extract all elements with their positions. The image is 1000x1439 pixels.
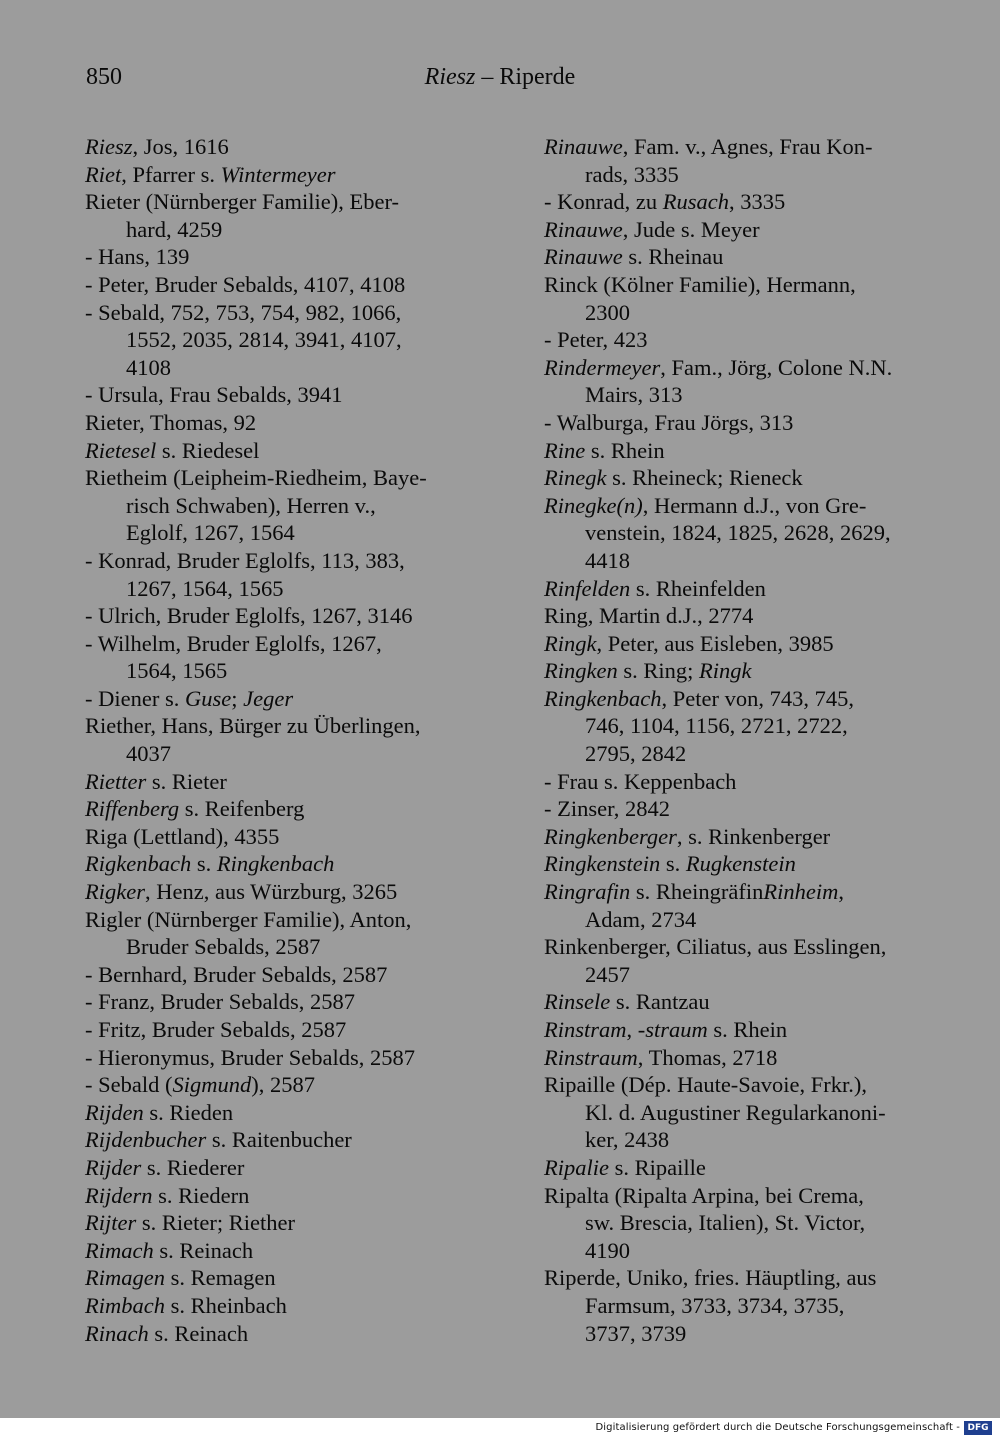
index-entry xyxy=(544,1154,918,1182)
entry-text: s. Rantzau xyxy=(610,989,710,1015)
entry-text: s. Rieter; Riether xyxy=(136,1210,295,1236)
index-entry xyxy=(85,823,459,851)
index-entry xyxy=(85,768,459,796)
index-entry xyxy=(544,188,918,216)
entry-text: s. Reinach xyxy=(153,1237,254,1263)
entry-text: - Franz, Bruder Sebalds, 2587 xyxy=(85,989,355,1015)
entry-text: s. Remagen xyxy=(164,1265,276,1291)
entry-text: s. Rhein xyxy=(585,437,665,463)
entry-headword: Rijdenbucher xyxy=(85,1127,207,1153)
entry-text: Rieter (Nürnberger Familie), Eber- hard, 4259 xyxy=(85,189,400,242)
entry-headword: Rietesel xyxy=(85,437,157,463)
entry-headword: Rinegk xyxy=(544,465,607,491)
entry-text: s. xyxy=(191,851,217,877)
index-entry xyxy=(544,768,918,796)
entry-headword: Rine xyxy=(544,437,586,463)
index-entry xyxy=(544,437,918,465)
entry-text: s. Rieden xyxy=(143,1099,234,1125)
index-entry xyxy=(85,409,459,437)
index-entry xyxy=(85,243,459,271)
entry-text: ; xyxy=(231,685,244,711)
entry-headword: Rigkenbach xyxy=(85,851,192,877)
index-entry xyxy=(544,354,918,409)
index-entry xyxy=(85,1292,459,1320)
index-entry xyxy=(85,271,459,299)
dfg-logo: DFG xyxy=(964,1421,992,1435)
entry-reference: Rugkenstein xyxy=(685,851,796,877)
index-entry xyxy=(85,850,459,878)
entry-text: s. Riedern xyxy=(152,1182,250,1208)
entry-text: Riga (Lettland), 4355 xyxy=(85,823,280,849)
index-entry xyxy=(85,1154,459,1182)
index-entry xyxy=(544,271,918,326)
entry-text: s. Rheinau xyxy=(622,244,724,270)
index-entry xyxy=(85,1237,459,1265)
entry-reference: Rinheim xyxy=(763,879,839,905)
entry-headword: Ringk xyxy=(544,630,597,656)
index-entry xyxy=(544,133,918,188)
entry-headword: Rimach xyxy=(85,1237,154,1263)
index-entry xyxy=(85,464,459,547)
entry-text: , Fam. v., Agnes, Frau Kon- rads, 3335 xyxy=(585,134,873,187)
entry-reference: Sigmund xyxy=(172,1072,252,1098)
entry-headword: Ripalie xyxy=(544,1154,609,1180)
index-entry xyxy=(544,657,918,685)
entry-reference: Jeger xyxy=(243,685,294,711)
running-head-rest: – Riperde xyxy=(475,64,576,90)
index-entry xyxy=(85,1209,459,1237)
entry-text: s. Rheinfelden xyxy=(630,575,766,601)
entry-headword: Rinauwe xyxy=(544,244,623,270)
entry-headword: Rinfelden xyxy=(544,575,631,601)
index-entry xyxy=(544,795,918,823)
entry-text: - Bernhard, Bruder Sebalds, 2587 xyxy=(85,961,388,987)
index-entry xyxy=(85,712,459,767)
entry-text: s. xyxy=(660,851,686,877)
entry-text: , Peter von, 743, 745, 746, 1104, 1156, 2721, 2722, 2795, 2842 xyxy=(585,685,854,767)
index-entry xyxy=(544,326,918,354)
index-entry xyxy=(85,1264,459,1292)
index-entry xyxy=(85,161,459,189)
entry-reference: Guse xyxy=(184,685,232,711)
index-entry xyxy=(85,188,459,243)
index-entry xyxy=(544,602,918,630)
entry-text: ), 2587 xyxy=(251,1072,315,1098)
entry-text: Rigler (Nürnberger Familie), Anton, Bruder Sebalds, 2587 xyxy=(85,906,412,960)
index-entry xyxy=(544,464,918,492)
entry-text: - Walburga, Frau Jörgs, 313 xyxy=(544,409,794,435)
index-entry xyxy=(85,437,459,465)
entry-text: , Hermann d.J., von Gre- venstein, 1824, 1825, 2628, 2629, 4418 xyxy=(585,492,891,573)
entry-text: , Pfarrer s. xyxy=(121,161,221,187)
entry-headword: Ringken xyxy=(544,658,618,684)
entry-text: s. Raitenbucher xyxy=(206,1127,352,1153)
index-entry xyxy=(544,492,918,575)
entry-text: s. Rheingräfin xyxy=(630,879,764,905)
index-entry xyxy=(544,1264,918,1347)
index-entry xyxy=(85,906,459,961)
index-entry xyxy=(85,1320,459,1348)
entry-text: - Diener s. xyxy=(85,685,185,711)
index-column-left xyxy=(85,133,459,1347)
entry-text: - Peter, Bruder Sebalds, 4107, 4108 xyxy=(85,271,406,297)
index-column-right xyxy=(544,133,918,1347)
entry-headword: Rinach xyxy=(85,1320,149,1346)
entry-headword: Rimbach xyxy=(85,1292,165,1318)
index-entry xyxy=(85,299,459,382)
entry-text: - Zinser, 2842 xyxy=(544,796,670,822)
entry-text: , xyxy=(626,1017,638,1042)
entry-text: , Jos, 1616 xyxy=(132,134,229,159)
index-entry xyxy=(85,685,459,713)
index-entry xyxy=(85,988,459,1016)
entry-text: - Wilhelm, Bruder Eglolfs, 1267, 1564, 1565 xyxy=(85,630,382,684)
index-entry xyxy=(544,1071,918,1154)
entry-text: , Jude s. Meyer xyxy=(622,216,760,242)
entry-text: Ripaille (Dép. Haute-Savoie, Frkr.), Kl. d. Augustiner Regularkanoni- ker, 2438 xyxy=(544,1072,886,1153)
entry-headword: Rijter xyxy=(85,1210,137,1236)
index-entry xyxy=(85,878,459,906)
index-entry xyxy=(85,547,459,602)
entry-text: Ripalta (Ripalta Arpina, bei Crema, sw. Brescia, Italien), St. Victor, 4190 xyxy=(544,1182,866,1263)
entry-text: , Peter, aus Eisleben, 3985 xyxy=(596,630,834,656)
entry-headword: Ringkenbach xyxy=(544,685,662,711)
entry-headword: Rinauwe xyxy=(544,216,623,242)
index-entry xyxy=(544,1044,918,1072)
index-entry xyxy=(544,243,918,271)
entry-headword: Rinauwe xyxy=(544,134,623,159)
entry-text: - Konrad, Bruder Eglolfs, 113, 383, 1267, 1564, 1565 xyxy=(85,547,405,601)
entry-text: - Ursula, Frau Sebalds, 3941 xyxy=(85,382,343,408)
entry-headword: Rijder xyxy=(85,1154,142,1180)
index-entry xyxy=(544,575,918,603)
running-head-from: Riesz xyxy=(424,64,476,90)
entry-headword: Ringrafin xyxy=(544,879,631,905)
entry-headword: Ringkenberger xyxy=(544,823,677,849)
page-number: 850 xyxy=(86,64,122,90)
index-entry xyxy=(85,1182,459,1210)
entry-reference: Rusach xyxy=(662,189,729,215)
entry-text: s. Rheinbach xyxy=(164,1292,287,1318)
entry-text: - Hieronymus, Bruder Sebalds, 2587 xyxy=(85,1044,415,1070)
funding-credit: Digitalisierung gefördert durch die Deutsche Forschungsgemeinschaft - xyxy=(595,1422,960,1433)
entry-headword: Rindermeyer xyxy=(544,354,661,380)
entry-headword: Rigker xyxy=(85,879,145,905)
entry-text: Rieter, Thomas, 92 xyxy=(85,409,257,435)
index-entry xyxy=(85,1099,459,1127)
entry-headword: Rinstraum xyxy=(544,1044,638,1070)
entry-headword: Rinegke(n) xyxy=(544,492,643,518)
index-entry xyxy=(544,685,918,768)
entry-headword: Riesz xyxy=(85,134,133,159)
entry-text: s. Riederer xyxy=(141,1154,245,1180)
entry-reference: -straum xyxy=(637,1017,708,1042)
entry-text: , Thomas, 2718 xyxy=(637,1044,778,1070)
entry-text: s. Ring; xyxy=(617,658,699,684)
index-entry xyxy=(85,133,459,161)
entry-headword: Rimagen xyxy=(85,1265,165,1291)
entry-text: Ring, Martin d.J., 2774 xyxy=(544,603,754,629)
entry-text: Riperde, Uniko, fries. Häuptling, aus Farmsum, 3733, 3734, 3735, 3737, 3739 xyxy=(544,1265,877,1346)
entry-text: - Ulrich, Bruder Eglolfs, 1267, 3146 xyxy=(85,603,413,629)
index-entry xyxy=(85,630,459,685)
footer-bar xyxy=(0,1418,1000,1439)
entry-headword: Riet xyxy=(85,161,122,187)
index-entry xyxy=(85,381,459,409)
index-entry xyxy=(544,933,918,988)
entry-text: s. Reinach xyxy=(148,1320,249,1346)
entry-text: , 3335 xyxy=(728,189,786,215)
entry-text: s. Rieter xyxy=(146,768,227,794)
entry-headword: Rietter xyxy=(85,768,147,794)
entry-text: - Hans, 139 xyxy=(85,244,190,270)
index-entry xyxy=(544,823,918,851)
entry-reference: Wintermeyer xyxy=(220,161,336,187)
index-entry xyxy=(544,1016,918,1044)
index-entry xyxy=(85,795,459,823)
entry-text: - Fritz, Bruder Sebalds, 2587 xyxy=(85,1017,347,1042)
index-entry xyxy=(85,1071,459,1099)
entry-headword: Rijdern xyxy=(85,1182,153,1208)
entry-text: Rietheim (Leipheim-Riedheim, Baye- risch Schwaben), Herren v., Eglolf, 1267, 1564 xyxy=(85,465,427,546)
entry-text: s. Ripaille xyxy=(608,1154,706,1180)
entry-text: s. Riedesel xyxy=(156,437,260,463)
entry-text: - Sebald ( xyxy=(85,1072,173,1098)
entry-text: , s. Rinkenberger xyxy=(676,823,831,849)
index-entry xyxy=(544,630,918,658)
index-entry xyxy=(544,988,918,1016)
entry-text: s. Rhein xyxy=(707,1017,788,1042)
index-entry xyxy=(85,1016,459,1044)
index-entry xyxy=(85,961,459,989)
entry-headword: Rijden xyxy=(85,1099,144,1125)
entry-reference: Ringk xyxy=(699,658,752,684)
running-head xyxy=(0,64,1000,91)
index-entry xyxy=(85,1044,459,1072)
index-entry xyxy=(544,409,918,437)
entry-headword: Rinsele xyxy=(544,989,611,1015)
index-entry xyxy=(544,850,918,878)
index-entry xyxy=(85,602,459,630)
entry-text: s. Rheineck; Rieneck xyxy=(606,465,803,491)
entry-text: , Adam, 2734 xyxy=(585,879,844,932)
entry-text: Rinck (Kölner Familie), Hermann, 2300 xyxy=(544,271,856,325)
entry-text: , Fam., Jörg, Colone N.N. Mairs, 313 xyxy=(585,354,893,408)
entry-reference: Ringkenbach xyxy=(216,851,335,877)
entry-text: , Henz, aus Würzburg, 3265 xyxy=(144,879,398,905)
entry-text: Riether, Hans, Bürger zu Überlingen, 4037 xyxy=(85,713,421,767)
entry-text: Rinkenberger, Ciliatus, aus Esslingen, 2457 xyxy=(544,934,887,987)
entry-text: s. Reifenberg xyxy=(179,796,305,822)
entry-text: - Konrad, zu xyxy=(544,189,663,215)
entry-headword: Rinstram xyxy=(544,1017,627,1042)
index-entry xyxy=(544,216,918,244)
entry-text: - Frau s. Keppenbach xyxy=(544,768,737,794)
entry-text: - Sebald, 752, 753, 754, 982, 1066, 1552, 2035, 2814, 3941, 4107, 4108 xyxy=(85,299,402,380)
index-entry xyxy=(544,878,918,933)
index-entry xyxy=(85,1126,459,1154)
entry-text: - Peter, 423 xyxy=(544,327,648,353)
entry-headword: Riffenberg xyxy=(85,796,180,822)
entry-headword: Ringkenstein xyxy=(544,851,661,877)
index-entry xyxy=(544,1182,918,1265)
